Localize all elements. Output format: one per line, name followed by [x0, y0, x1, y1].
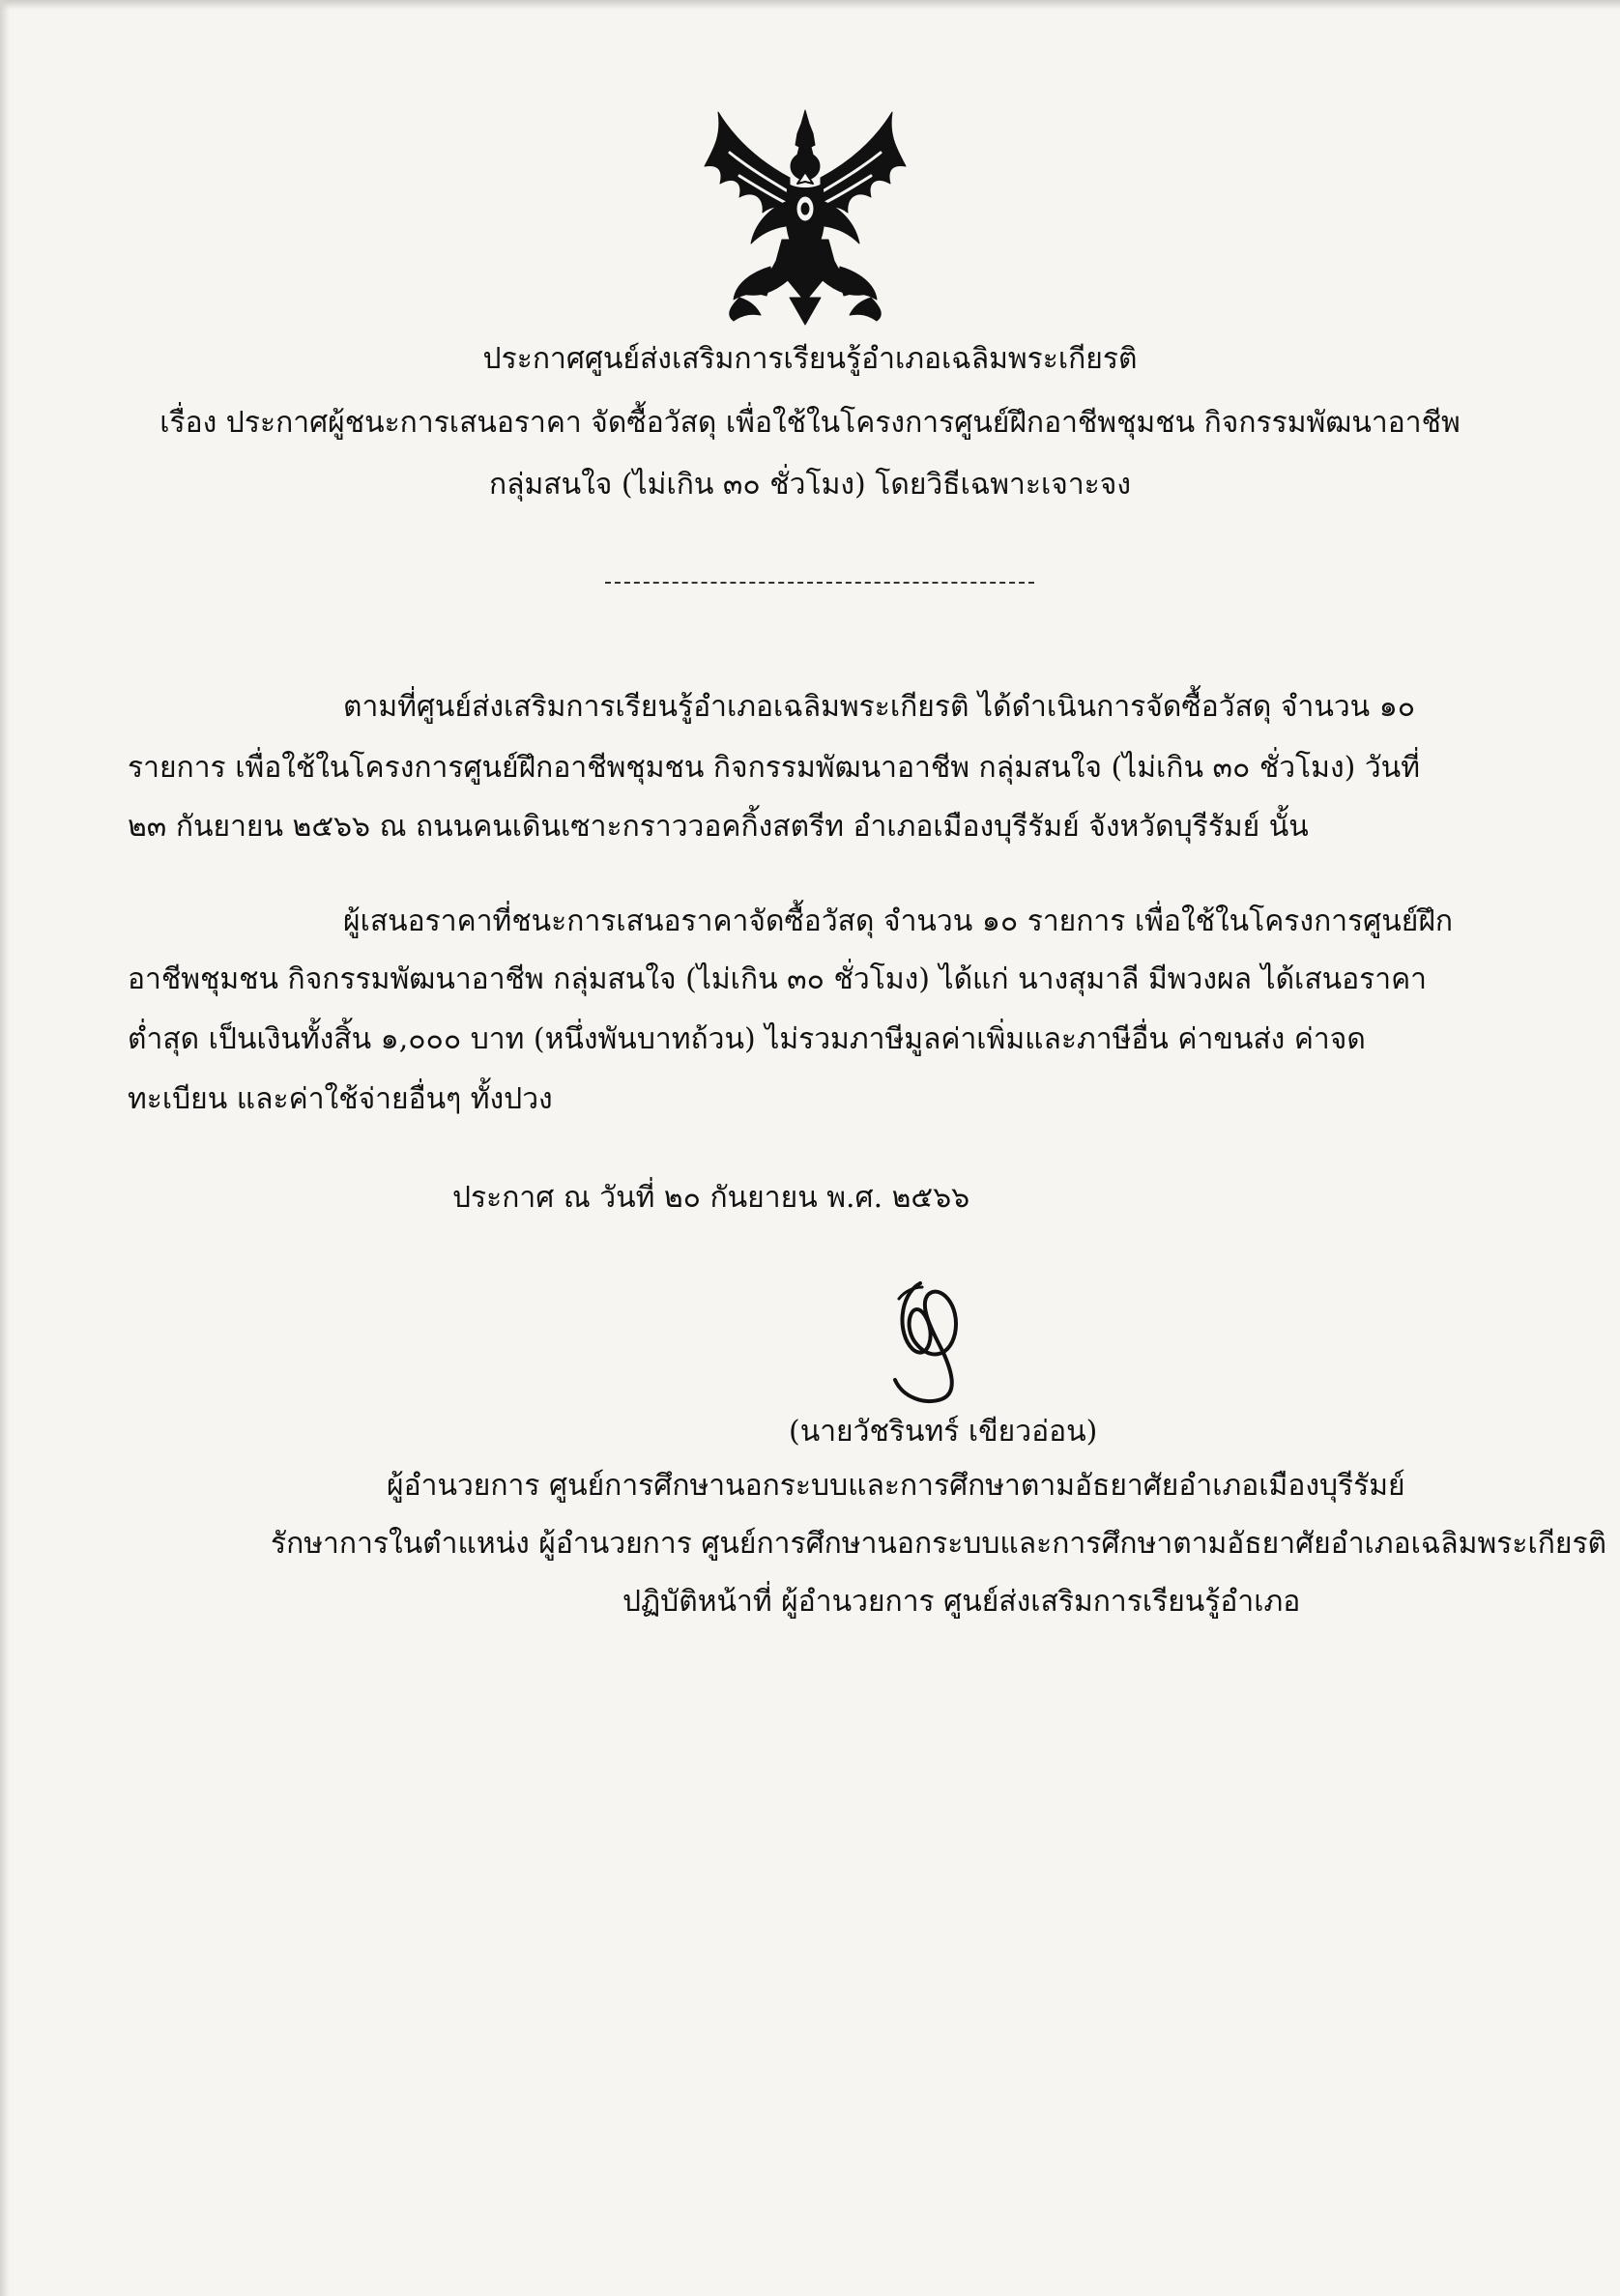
garuda-emblem-icon: [701, 108, 910, 327]
paragraph-2-line-3: ต่ำสุด เป็นเงินทั้งสิ้น ๑,๐๐๐ บาท (หนึ่งพันบาทถ้วน) ไม่รวมภาษีมูลค่าเพิ่มและภาษีอื่น ค่าขนส่ง ค่าจด: [128, 1022, 1366, 1056]
signatory-position-1: ผู้อำนวยการ ศูนย์การศึกษานอกระบบและการศึกษาตามอัธยาศัยอำเภอเมืองบุรีรัมย์: [387, 1469, 1405, 1503]
paragraph-1-line-3: ๒๓ กันยายน ๒๕๖๖ ณ ถนนคนเดินเซาะกราววอคกิ้งสตรีท อำเภอเมืองบุรีรัมย์ จังหวัดบุรีรัมย์ นั้น: [128, 810, 1309, 844]
signatory-position-3: ปฏิบัติหน้าที่ ผู้อำนวยการ ศูนย์ส่งเสริมการเรียนรู้อำเภอ: [622, 1585, 1301, 1619]
paragraph-1-line-2: รายการ เพื่อใช้ในโครงการศูนย์ฝึกอาชีพชุมชน กิจกรรมพัฒนาอาชีพ กลุ่มสนใจ (ไม่เกิน ๓๐ ชั่วโมง) วันที่: [128, 751, 1420, 785]
subject-line-1: เรื่อง ประกาศผู้ชนะการเสนอราคา จัดซื้อวัสดุ เพื่อใช้ในโครงการศูนย์ฝึกอาชีพชุมชน กิจกรรมพัฒนาอาชีพ: [159, 406, 1461, 440]
announcement-title: ประกาศศูนย์ส่งเสริมการเรียนรู้อำเภอเฉลิมพระเกียรติ: [482, 342, 1138, 376]
signatory-position-2: รักษาการในตำแหน่ง ผู้อำนวยการ ศูนย์การศึกษานอกระบบและการศึกษาตามอัธยาศัยอำเภอเฉลิมพระเกียรติ: [271, 1527, 1607, 1561]
subject-line-2: กลุ่มสนใจ (ไม่เกิน ๓๐ ชั่วโมง) โดยวิธีเฉพาะเจาะจง: [488, 468, 1132, 502]
paragraph-2-line-2: อาชีพชุมชน กิจกรรมพัฒนาอาชีพ กลุ่มสนใจ (ไม่เกิน ๓๐ ชั่วโมง) ได้แก่ นางสุมาลี มีพวงผล ได้เสนอราคา: [128, 962, 1428, 996]
announcement-date: ประกาศ ณ วันที่ ๒๐ กันยายน พ.ศ. ๒๕๖๖: [452, 1181, 970, 1215]
title-separator: [605, 582, 1034, 584]
signatory-name: (นายวัชรินทร์ เขียวอ่อน): [789, 1415, 1098, 1449]
paragraph-2-line-4: ทะเบียน และค่าใช้จ่ายอื่นๆ ทั้งปวง: [128, 1082, 553, 1116]
handwritten-signature: [860, 1266, 986, 1411]
paragraph-1-line-1: ตามที่ศูนย์ส่งเสริมการเรียนรู้อำเภอเฉลิมพระเกียรติ ได้ดำเนินการจัดซื้อวัสดุ จำนวน ๑๐: [343, 690, 1416, 724]
scan-edge-top: [0, 0, 1620, 10]
paragraph-2-line-1: ผู้เสนอราคาที่ชนะการเสนอราคาจัดซื้อวัสดุ จำนวน ๑๐ รายการ เพื่อใช้ในโครงการศูนย์ฝึก: [343, 904, 1454, 938]
